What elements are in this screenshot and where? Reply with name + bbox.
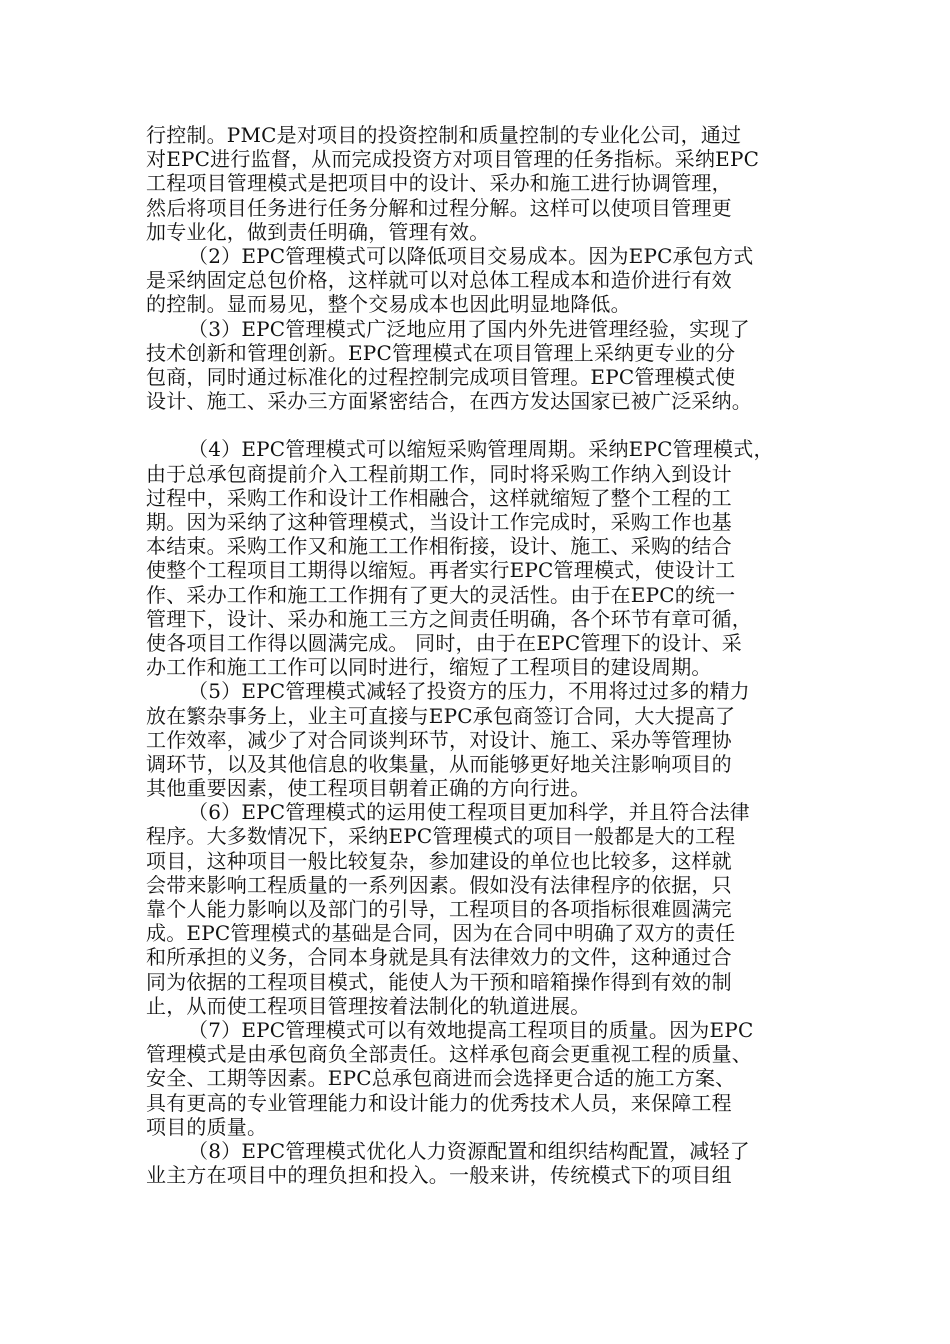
paragraph-4-start: （4）EPC管理模式可以缩短采购管理周期。采纳EPC管理模式， [188, 437, 774, 462]
text-line: 工作效率，减少了对合同谈判环节，对设计、施工、采办等管理协 [146, 727, 732, 752]
text-line: 止，从而使工程项目管理按着法制化的轨道进展。 [146, 993, 591, 1018]
text-line: 然后将项目任务进行任务分解和过程分解。这样可以使项目管理更 [146, 195, 732, 220]
text-line: 程序。大多数情况下，采纳EPC管理模式的项目一般都是大的工程 [146, 824, 736, 849]
paragraph-7-start: （7）EPC管理模式可以有效地提高工程项目的质量。因为EPC [188, 1017, 754, 1042]
text-line: 管理模式是由承包商负全部责任。这样承包商会更重视工程的质量、 [146, 1042, 752, 1067]
text-line: 调环节，以及其他信息的收集量，从而能够更好地关注影响项目的 [146, 751, 732, 776]
text-line: 靠个人能力影响以及部门的引导，工程项目的各项指标很难圆满完 [146, 897, 732, 921]
paragraph-5-start: （5）EPC管理模式减轻了投资方的压力，不用将过过多的精力 [188, 679, 750, 704]
text-line: 其他重要因素，使工程项目朝着正确的方向行进。 [146, 776, 591, 801]
text-line: 对EPC进行监督，从而完成投资方对项目管理的任务指标。采纳EPC [146, 147, 760, 172]
text-line: 成。EPC管理模式的基础是合同，因为在合同中明确了双方的责任 [146, 921, 736, 946]
text-line: 具有更高的专业管理能力和设计能力的优秀技术人员，来保障工程 [146, 1090, 732, 1115]
text-line: 管理下，设计、采办和施工三方之间责任明确，各个环节有章可循， [146, 606, 752, 631]
text-line: 技术创新和管理创新。EPC管理模式在项目管理上采纳更专业的分 [146, 340, 736, 365]
text-line: 放在繁杂事务上，业主可直接与EPC承包商签订合同，大大提高了 [146, 703, 736, 728]
text-line: 行控制。PMC是对项目的投资控制和质量控制的专业化公司，通过 [146, 123, 742, 147]
text-line: 使各项目工作得以圆满完成。 同时，由于在EPC管理下的设计、采 [146, 630, 742, 655]
text-line: 使整个工程项目工期得以缩短。再者实行EPC管理模式，使设计工 [146, 558, 736, 583]
document-page [146, 123, 806, 1187]
text-line: 期。因为采纳了这种管理模式，当设计工作完成时，采购工作也基 [146, 510, 732, 534]
text-line: 的控制。显而易见，整个交易成本也因此明显地降低。 [146, 292, 631, 317]
text-line: 是采纳固定总包价格，这样就可以对总体工程成本和造价进行有效 [146, 268, 732, 293]
text-line: 安全、工期等因素。EPC总承包商进而会选择更合适的施工方案、 [146, 1066, 736, 1091]
text-line: 办工作和施工工作可以同时进行，缩短了工程项目的建设周期。 [146, 655, 712, 680]
text-line: 包商，同时通过标准化的过程控制完成项目管理。EPC管理模式使 [146, 364, 736, 389]
paragraph-8-start: （8）EPC管理模式优化人力资源配置和组织结构配置，减轻了 [188, 1138, 750, 1163]
text-line: 业主方在项目中的理负担和投入。一般来讲，传统模式下的项目组 [146, 1163, 732, 1188]
text-line: 作、采办工作和施工工作拥有了更大的灵活性。由于在EPC的统一 [146, 582, 736, 607]
text-line: 本结束。采购工作又和施工工作相衔接，设计、施工、采购的结合 [146, 534, 732, 559]
text-line: 设计、施工、采办三方面紧密结合，在西方发达国家已被广泛采纳。 [146, 389, 752, 414]
paragraph-3-start: （3）EPC管理模式广泛地应用了国内外先进管理经验，实现了 [188, 316, 750, 341]
text-line: 和所承担的义务，合同本身就是具有法律效力的文件，这种通过合 [146, 945, 732, 970]
text-line: 加专业化，做到责任明确，管理有效。 [146, 219, 490, 244]
text-line: 会带来影响工程质量的一系列因素。假如没有法律程序的依据，只 [146, 872, 732, 897]
text-line: 项目的质量。 [146, 1114, 268, 1139]
text-line: 项目，这种项目一般比较复杂，参加建设的单位也比较多，这样就 [146, 848, 732, 873]
text-line: 工程项目管理模式是把项目中的设计、采办和施工进行协调管理， [146, 171, 732, 196]
paragraph-6-start: （6）EPC管理模式的运用使工程项目更加科学，并且符合法律 [188, 800, 750, 825]
text-line: 由于总承包商提前介入工程前期工作，同时将采购工作纳入到设计 [146, 461, 732, 486]
text-line: 同为依据的工程项目模式，能使人为干预和暗箱操作得到有效的制 [146, 969, 732, 994]
paragraph-2-start: （2）EPC管理模式可以降低项目交易成本。因为EPC承包方式 [188, 243, 754, 268]
text-line: 过程中，采购工作和设计工作相融合，这样就缩短了整个工程的工 [146, 485, 732, 510]
blank-line [146, 413, 806, 437]
